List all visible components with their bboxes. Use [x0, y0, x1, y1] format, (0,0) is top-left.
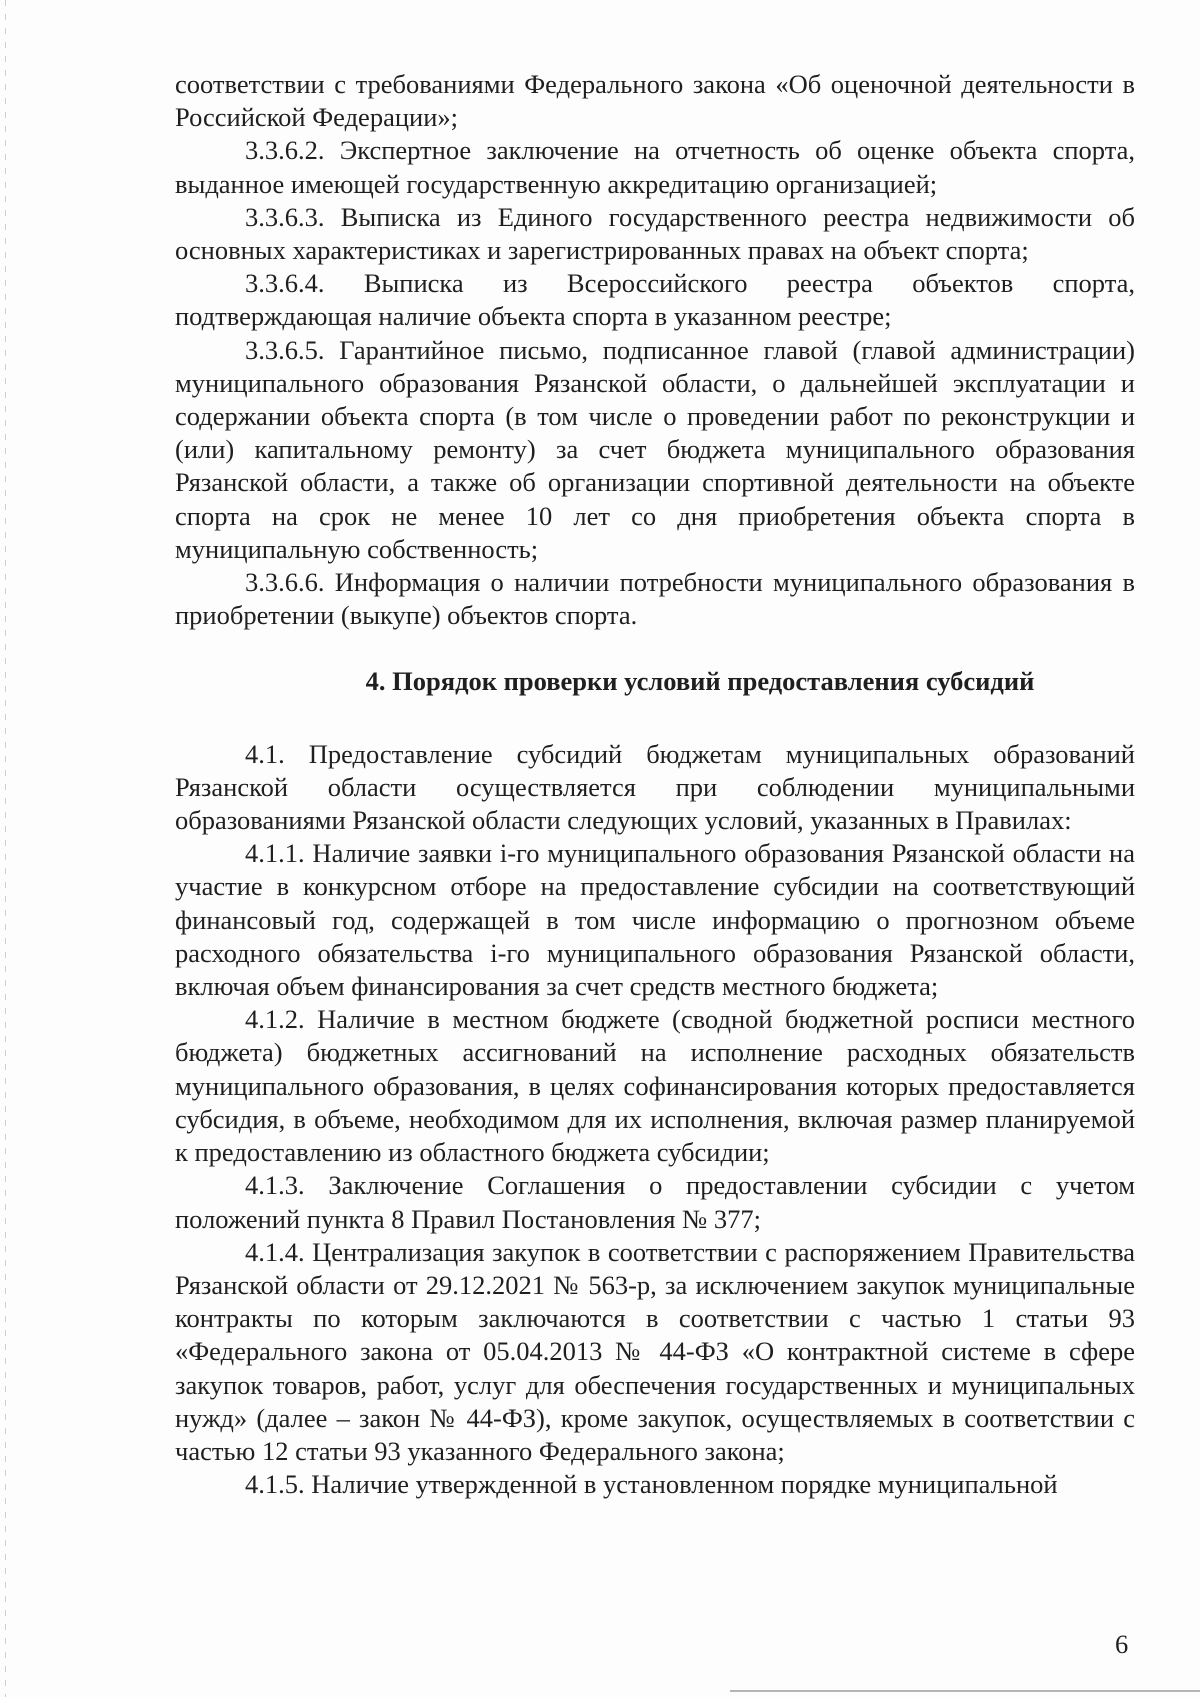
paragraph-4-1-2: 4.1.2. Наличие в местном бюджете (сводной бюджетной росписи местного бюджета) бюджетных ассигнований на исполнение расходных обязательств муниципального образования, в целях софинансирования которых предоставляется субсидия, в объеме, необходимом для их исполнения, включая размер планируемой к предоставлению из областного бюджета субсидии; [175, 1004, 1135, 1168]
paragraph-3-3-6-2: 3.3.6.2. Экспертное заключение на отчетность об оценке объекта спорта, выданное имеющей государственную аккредитацию организацией; [175, 135, 1135, 199]
scan-edge-bottom [730, 1690, 1200, 1692]
paragraph-4-1-4: 4.1.4. Централизация закупок в соответствии с распоряжением Правительства Рязанской области от 29.12.2021 № 563-р, за исключением закупок муниципальные контракты по которым заключаются в соответствии с частью 1 статьи 93 «Федерального закона от 05.04.2013 № 44-ФЗ «О контрактной системе в сфере закупок товаров, работ, услуг для обеспечения государственных и муниципальных нужд» (далее – закон № 44-ФЗ), кроме закупок, осуществляемых в соответствии с частью 12 статьи 93 указанного Федерального закона; [175, 1236, 1135, 1466]
page-number: 6 [1115, 1629, 1129, 1659]
section-heading: 4. Порядок проверки условий предоставления субсидий [365, 666, 1035, 697]
document-body [175, 68, 1135, 1501]
paragraph-3-3-6-3: 3.3.6.3. Выписка из Единого государственного реестра недвижимости об основных характеристиках и зарегистрированных правах на объект спорта; [175, 201, 1135, 266]
paragraph-4-1: 4.1. Предоставление субсидий бюджетам муниципальных образований Рязанской области осуществляется при соблюдении муниципальными образованиями Рязанской области следующих условий, указанных в Правилах: [175, 738, 1135, 836]
paragraph-4-1-5: 4.1.5. Наличие утвержденной в установленном порядке муниципальной [245, 1469, 1058, 1500]
paragraph-4-1-3: 4.1.3. Заключение Соглашения о предоставлении субсидии с учетом положений пункта 8 Правил Постановления № 377; [175, 1170, 1135, 1234]
paragraph-continuation: соответствии с требованиями Федерального закона «Об оценочной деятельности в Российской Федерации»; [175, 69, 1135, 133]
paragraph-3-3-6-4: 3.3.6.4. Выписка из Всероссийского реестра объектов спорта, подтверждающая наличие объекта спорта в указанном реестре; [175, 268, 1135, 332]
scan-edge-left [5, 0, 6, 1697]
paragraph-4-1-1: 4.1.1. Наличие заявки i-го муниципального образования Рязанской области на участие в конкурсном отборе на предоставление субсидии на соответствующий финансовый год, содержащей в том числе информацию о прогнозном объеме расходного обязательства i-го муниципального образования Рязанской области, включая объем финансирования за счет средств местного бюджета; [175, 838, 1135, 1002]
paragraph-3-3-6-6: 3.3.6.6. Информация о наличии потребности муниципального образования в приобретении (выкупе) объектов спорта. [175, 567, 1135, 631]
paragraph-3-3-6-5: 3.3.6.5. Гарантийное письмо, подписанное главой (главой администрации) муниципального образования Рязанской области, о дальнейшей эксплуатации и содержании объекта спорта (в том числе о проведении работ по реконструкции и (или) капитальному ремонту) за счет бюджета муниципального образования Рязанской области, а также об организации спортивной деятельности на объекте спорта на срок не менее 10 лет со дня приобретения объекта спорта в муниципальную собственность; [175, 334, 1135, 564]
